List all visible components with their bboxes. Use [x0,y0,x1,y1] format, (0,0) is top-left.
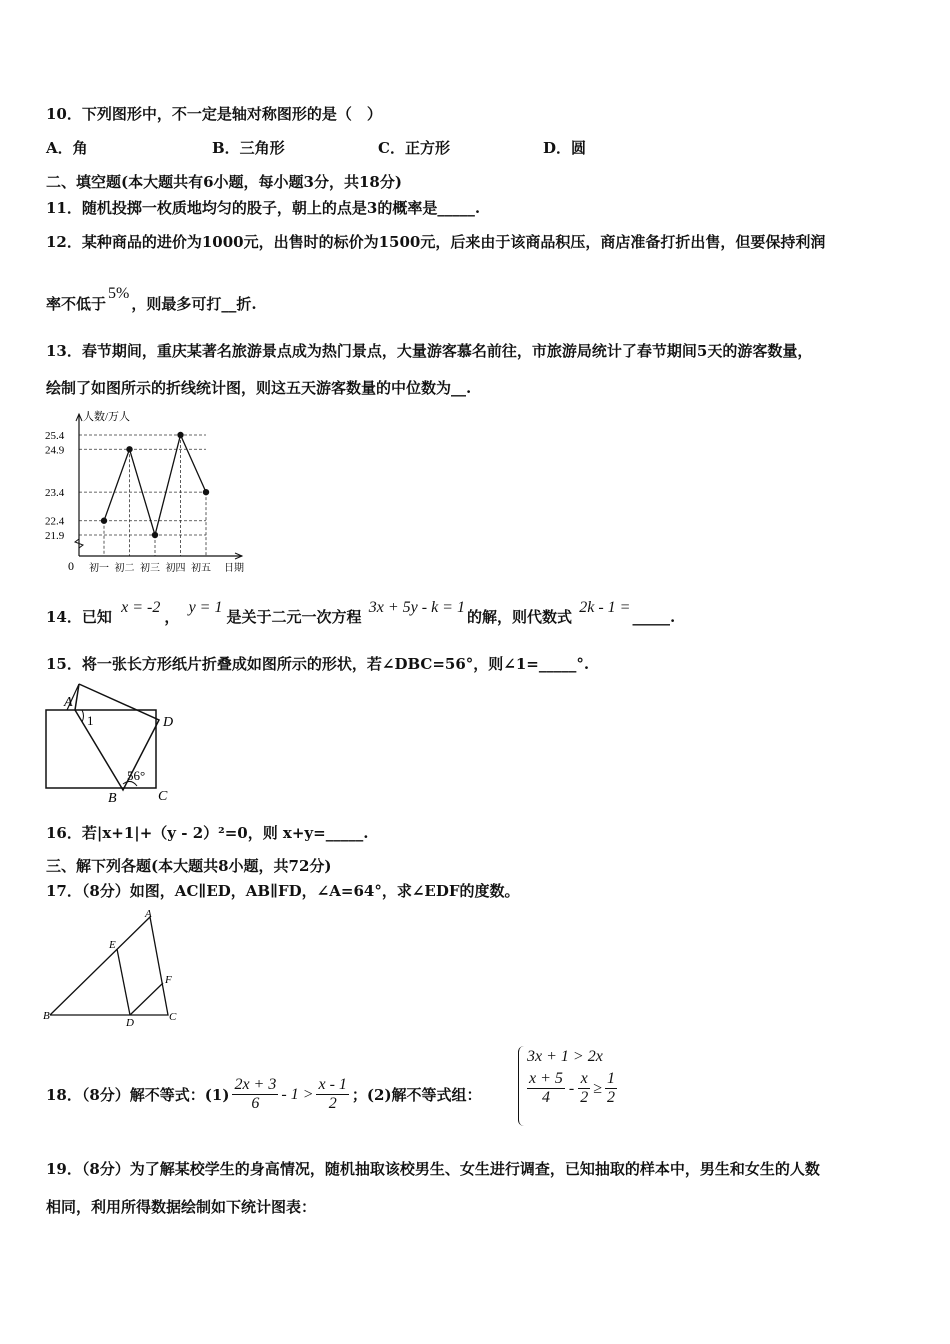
q15-label-c: C [158,789,168,804]
tourist-line-chart [44,408,254,578]
chart-origin-label: 0 [68,559,74,573]
q14-blank: _____. [632,608,676,626]
q18-s2-frac-b [578,1070,590,1107]
chart-data-point [152,532,158,538]
q18-prefix: 18．（8分）解不等式：(1) [46,1086,230,1104]
chart-data-point [203,489,209,495]
q18-inequality-system [518,1046,617,1126]
chart-ytick-label: 22.4 [45,515,65,528]
q17-triangle-figure [42,905,192,1030]
q12-line1: 12．某种商品的进价为1000元，出售时的标价为1500元，后来由于该商品积压，商店准备打折出售，但要保持利润 [46,233,826,251]
q18-s2-frac-a [527,1070,565,1107]
q14-equation: 3x + 5y - k = 1 [368,599,465,616]
q18-s2b-denominator: 2 [580,1089,589,1106]
section-3-heading: 三、解下列各题(本大题共8小题，共72分) [46,857,332,875]
chart-data-point [126,446,132,452]
q12-line2 [46,285,257,314]
q10-option-c: C．正方形 [378,139,450,157]
chart-ytick-label: 25.4 [45,430,65,442]
q18-s2-ge: ≥ [593,1079,603,1097]
q18-f1-numerator: 2x + 3 [234,1076,277,1093]
q18-system-eq1: 3x + 1 > 2x [527,1048,603,1065]
q10-option-a: A．角 [46,139,88,157]
q17-label-c: C [169,1011,177,1023]
q18-separator: ；(2)解不等式组： [351,1086,482,1104]
q17-label-d: D [126,1017,134,1029]
q14-mid: 是关于二元一次方程 [226,608,362,626]
chart-x-label: 日期 [224,563,244,574]
q17-text: 17．（8分）如图，AC∥ED，AB∥FD，∠A=64°，求∠EDF的度数。 [46,882,520,900]
chart-xtick-label: 初五 [191,563,211,574]
chart-ytick-label: 23.4 [45,487,65,500]
q19-line1: 19．（8分）为了解某校学生的身高情况，随机抽取该校男生、女生进行调查，已知抽取的样本中，男生和女生的人数 [46,1160,820,1178]
chart-xtick-label: 初二 [114,563,135,574]
q18-s2-minus: - [568,1079,575,1097]
q14-line: 14．已知 x = -2， y = 1是关于二元一次方程 3x + 5y - k = 1的解，则代数式 2k - 1 =_____. [46,599,676,626]
q18-s2c-denominator: 2 [607,1089,616,1106]
chart-ytick-label: 24.9 [45,444,65,457]
q14-mid2: 的解，则代数式 [466,608,572,626]
q18-s2b-numerator: x [578,1070,590,1089]
q11-text: 11．随机投掷一枚质地均匀的股子，朝上的点是3的概率是_____. [46,199,481,217]
q12-percent: 5% [108,285,130,302]
q14-expr: 2k - 1 = [579,599,631,616]
q15-folded-rectangle-figure [42,680,182,805]
q18-fraction-1 [232,1076,278,1113]
q10-option-d: D．圆 [543,139,587,157]
q12-suffix: ，则最多可打__折. [131,295,257,313]
chart-y-label: 人数/万人 [83,411,131,423]
q18-s2a-numerator: x + 5 [529,1070,563,1087]
q13-line2: 绘制了如图所示的折线统计图，则这五天游客数量的中位数为__. [46,379,472,397]
q14-x-value: x = -2 [121,599,161,616]
q15-label-b: B [108,791,117,805]
q14-y-value: y = 1 [188,599,223,616]
q18-line [46,1076,482,1113]
section-2-heading: 二、填空题(本大题共有6小题，每小题3分，共18分) [46,173,402,191]
q18-system-eq2 [527,1070,617,1107]
chart-series-line [104,435,206,535]
q15-label-a: A [64,695,73,710]
q15-label-d: D [163,715,174,730]
chart-ytick-label: 21.9 [45,530,65,542]
chart-data-point [101,518,107,524]
q18-fraction-2 [316,1076,348,1113]
q18-minus-one: - 1 > [281,1085,314,1103]
q18-f2-numerator: x - 1 [318,1076,347,1093]
q14-prefix: 14．已知 [46,608,112,626]
q13-line1: 13．春节期间，重庆某著名旅游景点成为热门景点，大量游客慕名前往，市旅游局统计了春节期间5天的游客数量， [46,342,813,360]
chart-data-point [177,432,183,438]
q16-text: 16．若|x+1|+（y - 2）²=0，则 x+y=_____. [46,824,369,842]
q17-label-a: A [145,908,152,920]
q19-line2: 相同，利用所得数据绘制如下统计图表： [46,1198,317,1216]
q18-s2a-denominator: 4 [541,1089,550,1106]
q17-label-f: F [165,974,172,986]
chart-xtick-label: 初四 [165,563,186,574]
q15-text: 15．将一张长方形纸片折叠成如图所示的形状，若∠DBC=56°，则∠1=_____°. [46,655,590,673]
q10-stem: 10．下列图形中，不一定是轴对称图形的是（ ） [46,105,382,123]
chart-xtick-label: 初一 [89,563,109,574]
q15-label-1: 1 [87,713,94,728]
q12-prefix: 率不低于 [46,295,107,313]
q17-label-b: B [43,1010,50,1022]
q10-option-b: B．三角形 [212,139,285,157]
chart-xtick-label: 初三 [140,563,160,574]
q18-f1-denominator: 6 [251,1095,260,1112]
q15-label-angle: 56° [127,768,146,783]
q18-f2-denominator: 2 [328,1095,337,1112]
q18-s2-frac-c [605,1070,617,1107]
q17-label-e: E [109,939,116,951]
q18-s2c-numerator: 1 [607,1070,616,1087]
